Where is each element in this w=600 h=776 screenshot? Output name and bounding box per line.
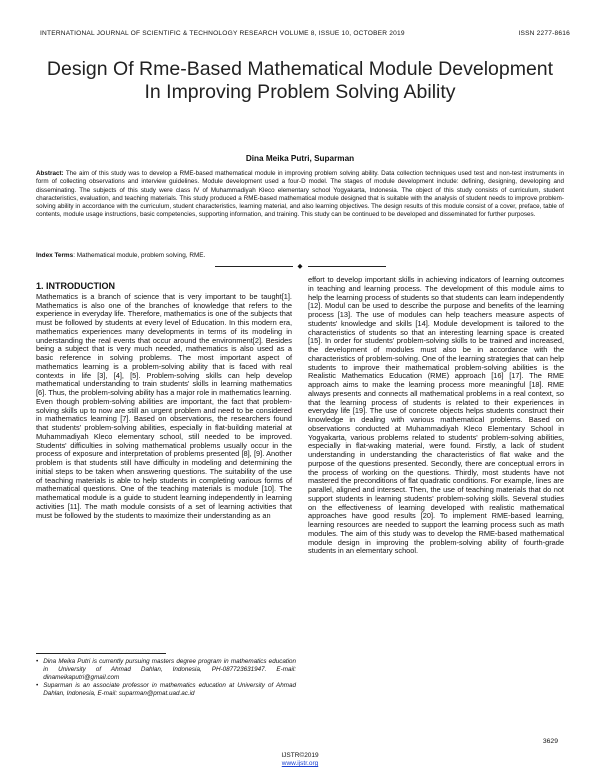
intro-paragraph-3: effort to develop important skills in achieving indicators of learning outcomes in teaching and learning process. The development of this module aims to help the learning process of students so that students can learn independently [12]. Modul can be used to describe the purpose and benefits of the learning process [13]. The use of modules can help teachers measure aspects of students' knowledge and skills [14]. Module development is tailored to the characteristics of students so that an interesting learning space is created [15]. In order for students' problem-solving skills to be trained and increased, the development of modules must also be in accordance with the characteristics of problem-solving. One of the learning strategies that can help students to improve their mathematical problem-solving abilities is the Realistic Mathematics Education (RME) approach [16] [17]. The RME approach aims to make the learning process more meaningful [18]. RME always presents and connects all mathematical problems in a real context, so that the learning process of students is related to their experiences in everyday life [19]. The use of concrete objects helps students construct their knowledge in dealing with various mathematical problems. Based on observations conducted at Muhammadiyah Kleco Elementary School in Yogyakarta, various problems related to students' problem-solving abilities, especially in flat-waking material, were found. Firstly, a lack of student understanding in understanding the characteristics of flat wake and the purpose of the questions presented. Secondly, there are conceptual errors in the process of working on the questions. Thirdly, most students have not mastered the preconditions of flat quadratic conditions. For example, lines are parallel, aligned and intersect. Then, the use of teaching materials that do not support students in learning students' problem-solving skills. Several studies on the effectiveness of learning developed with realistic mathematical approaches have good results [20]. To implement RME-based learning, learning resources are needed to support the learning process such as math modules. The aim of this study was to develop the RME-based mathematical module design in improving the problem-solving ability of fourth-grade students in an elementary school. bbox=[308, 275, 564, 556]
divider-line-left bbox=[215, 266, 293, 267]
footnote-rule bbox=[36, 653, 166, 654]
section-divider bbox=[0, 262, 600, 270]
journal-website-link[interactable]: www.ijstr.org bbox=[281, 760, 319, 767]
intro-paragraph-1: Mathematics is a branch of science that is very important to be taught[1]. Mathematics is also one of the branches of knowledge that refers to the experience in everyday life. Therefore, mathematics is one of the subjects that must be followed by students at every level of Education. In this modern era, mathematics experiences many developments in terms of its modeling in understanding the real events that occur around the environment[2]. Besides being a subject that is very much needed, mathematics is also used as a basic reference in solving problems. The most important aspect of mathematics learning is a problem-solving ability that is faced with real contexts in life [3], [4], [5]. Problem-solving skills can help develop mathematical understanding to train students' skills in learning mathematics [6]. Thus, the problem-solving ability has a major role in mathematics learning. bbox=[36, 291, 292, 397]
right-column bbox=[308, 276, 564, 556]
page-number: 3629 bbox=[542, 738, 558, 745]
paper-authors: Dina Meika Putri, Suparman bbox=[245, 154, 355, 163]
journal-name: INTERNATIONAL JOURNAL OF SCIENTIFIC & TECHNOLOGY RESEARCH VOLUME 8, ISSUE 10, OCTOBER 2019 bbox=[40, 30, 405, 37]
index-terms bbox=[36, 252, 564, 259]
paper-title: Design Of Rme-Based Mathematical Module Development In Improving Problem Solving Ability bbox=[46, 58, 554, 103]
page-footer bbox=[0, 752, 600, 768]
bullet-icon: • bbox=[36, 658, 39, 665]
section-heading: 1. INTRODUCTION bbox=[36, 281, 116, 291]
abstract bbox=[36, 170, 564, 220]
index-terms-text: : Mathematical module, problem solving, RME. bbox=[73, 252, 206, 259]
abstract-text: The aim of this study was to develop a RME-based mathematical module in improving problem solving ability. Data collection techniques used test and non-test instruments in form of collecting observations and interview guidelines. Module development used a four-D model. The stages of module development include: defining, designing, developing and disseminating. The subjects of this study were class IV of Muhammadiyah Kleco elementary school Yogyakarta, Indonesia. The object of this study consists of curriculum, student characteristics, evaluation, and teaching materials. This study produced a RME-based mathematical module designed that is suitable with the analysis of student needs to improve problem-solving ability in accordance with the curriculum, student characteristics, learning material, and also learning objectives. The design results of this module consist of a cover, preface, table of contents, module usage instructions, basic competencies, supporting information, and training. This study can be continued to be developed and disseminated for further purposes. bbox=[36, 170, 564, 219]
diamond-icon: ◆ bbox=[297, 263, 303, 270]
bullet-icon: • bbox=[36, 682, 39, 690]
issn-label: ISSN 2277-8616 bbox=[518, 30, 570, 37]
running-header bbox=[22, 30, 578, 42]
footer-copyright: IJSTR©2019 bbox=[281, 752, 319, 759]
left-column bbox=[36, 282, 292, 520]
footnote-text: Dina Meika Putri is currently pursuing masters degree program in mathematics education in University of Ahmad Dahlan, Indonesia, PH-087723631947. E-mail: dinameikaputri@gmail.com bbox=[43, 658, 296, 681]
footnote-item bbox=[36, 658, 296, 681]
footnote-text: Suparman is an associate professor in mathematics education at University of Ahmad Dahlan, Indonesia, E-mail: suparman@pmat.uad.ac.id bbox=[43, 682, 296, 698]
intro-paragraph-2: Even though problem-solving abilities are important, the fact that problem-solving skills up to now are still an urgent problem and need to be considered in mathematics learning [7]. Based on observations, the researchers found that students' problem-solving abilities, especially in flat-building material at Muhammadiyah Kleco elementary school, still needed to be improved. Students' difficulties in solving mathematical problems usually occur in the process of exposure and interpretation of problems presented [8], [9]. Another problem is that students still have difficulty in modeling and determining the initial steps to be taken when answering questions. The suitability of the use of teaching materials is able to help students in completing various forms of mathematical questions. One of the teaching materials is module [10]. The mathematical module is a guide to student learning independently in learning activities [11]. The math module consists of a set of learning activities that must be followed by the students to maximize their understanding as an bbox=[36, 396, 292, 520]
index-terms-label: Index Terms bbox=[36, 252, 74, 259]
author-footnotes bbox=[36, 658, 296, 698]
footnote-item bbox=[36, 682, 296, 698]
divider-line-right bbox=[308, 266, 386, 267]
abstract-label: Abstract: bbox=[36, 170, 64, 177]
